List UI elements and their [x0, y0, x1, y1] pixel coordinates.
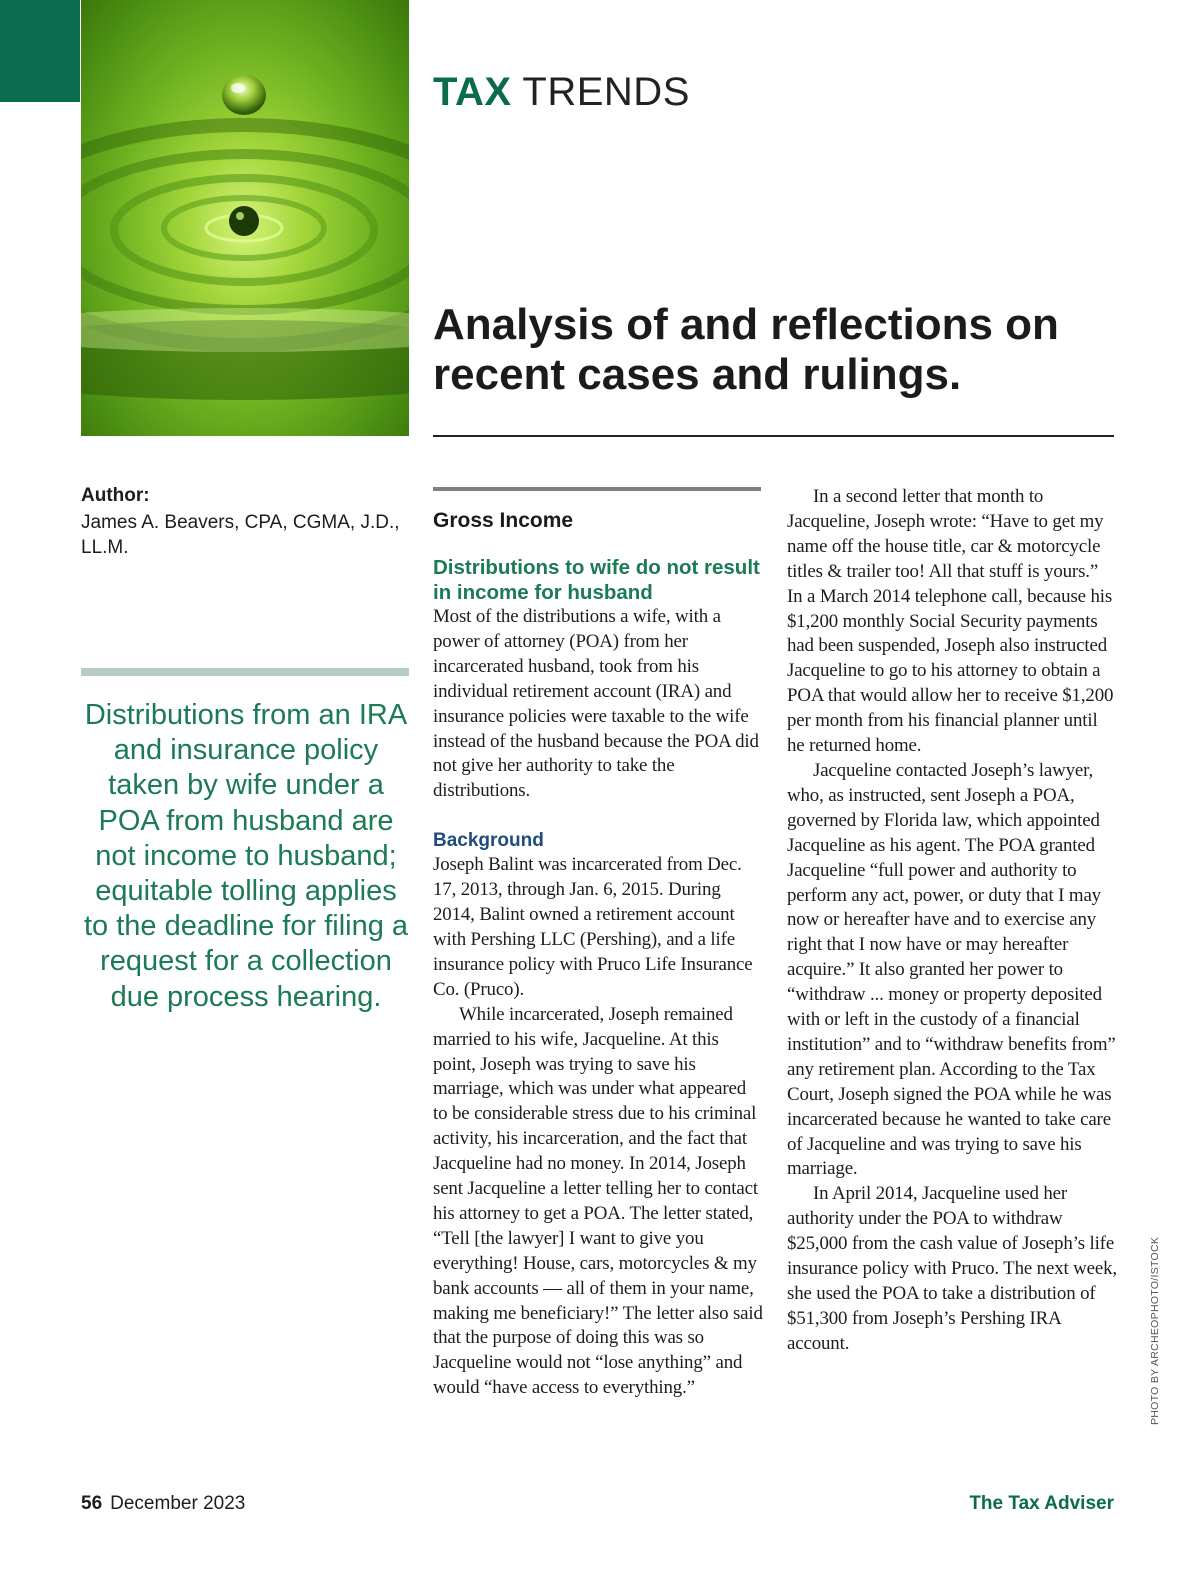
photo-credit: PHOTO BY ARCHEOPHOTO/ISTOCK: [1149, 1236, 1161, 1425]
case-summary: Most of the distributions a wife, with a power of attorney (POA) from her incarcerated husband, took from his individual retirement account (IRA) and insurance policies were taxable to the wife instead of the husband because the POA did not give her authority to take the distributions.: [433, 606, 759, 802]
page-number: 56: [81, 1493, 103, 1514]
brand-color-block: [0, 0, 80, 102]
page-subtitle: Analysis of and reflections on recent cases and rulings.: [433, 300, 1059, 399]
pull-quote: Distributions from an IRA and insurance policy taken by wife under a POA from husband are not income to husband; equitable tolling applies to the deadline for filing a request for a collection due process hearing.: [83, 699, 409, 1013]
background-paragraph-1: Joseph Balint was incarcerated from Dec. 17, 2013, through Jan. 6, 2015. During 2014, Balint owned a retirement account with Pershing LLC (Pershing), and a life insurance policy with Pruco Life Insurance Co. (Pruco).: [433, 854, 753, 1000]
pull-quote-divider: [81, 668, 409, 676]
article-column-right: [787, 485, 1117, 1357]
case-heading: Distributions to wife do not result in income for husband: [433, 556, 760, 604]
section-title-light: TRENDS: [522, 70, 690, 114]
author-label: Author:: [81, 485, 150, 506]
issue-date: December 2023: [110, 1493, 246, 1514]
right-paragraph-2: Jacqueline contacted Joseph’s lawyer, who, as instructed, sent Joseph a POA, governed by Florida law, which appointed Jacqueline as his agent. The POA granted Jacqueline “full power and authority to perform any act, power, or duty that I may now or hereafter have and to exercise any right that I now have or may hereafter acquire.” It also granted her power to “withdraw ... money or property deposited with or left in the custody of a financial institution” and to “withdraw benefits from” any retirement plan. According to the Tax Court, Joseph signed the POA while he was incarcerated because he wanted to take care of Jacqueline and was trying to save his marriage.: [787, 759, 1116, 1180]
water-drop-photo: [81, 0, 409, 436]
author-name: James A. Beavers, CPA, CGMA, J.D., LL.M.: [81, 512, 400, 558]
footer-page-info: [81, 1493, 245, 1515]
subtitle-divider: [433, 435, 1114, 437]
right-paragraph-1: In a second letter that month to Jacqueline, Joseph wrote: “Have to get my name off the house title, car & motorcycle titles & trailer too! All that stuff is yours.” In a March 2014 telephone call, because his $1,200 monthly Social Security payments had been suspended, Joseph also instructed Jacqueline to go to his attorney to obtain a POA that would allow her to receive $1,200 per month from his financial planner until he returned home.: [787, 486, 1114, 757]
background-heading: Background: [433, 830, 544, 852]
article-column-middle: [433, 508, 763, 1401]
background-paragraph-2: While incarcerated, Joseph remained married to his wife, Jacqueline. At this point, Joseph was trying to save his marriage, which was under what appeared to be considerable stress due to his criminal activity, his incarceration, and the fact that Jacqueline had no money. In 2014, Joseph sent Jacqueline a letter telling her to contact his attorney to get a POA. The letter stated, “Tell [the lawyer] I want to give you everything! House, cars, motorcycles & my bank accounts — all of them in your name, making me beneficiary!” The letter also said that the purpose of doing this was so Jacqueline would not “lose anything” and would “have access to everything.”: [433, 1003, 763, 1399]
publication-name: The Tax Adviser: [969, 1493, 1114, 1514]
column-divider: [433, 487, 761, 491]
right-paragraph-3: In April 2014, Jacqueline used her authority under the POA to withdraw $25,000 from the cash value of Joseph’s life insurance policy with Pruco. The next week, she used the POA to take a distribution of $51,300 from Joseph’s Pershing IRA account.: [787, 1183, 1117, 1354]
section-title: [433, 68, 690, 116]
section-heading: Gross Income: [433, 509, 574, 532]
section-title-bold: TAX: [433, 70, 512, 114]
